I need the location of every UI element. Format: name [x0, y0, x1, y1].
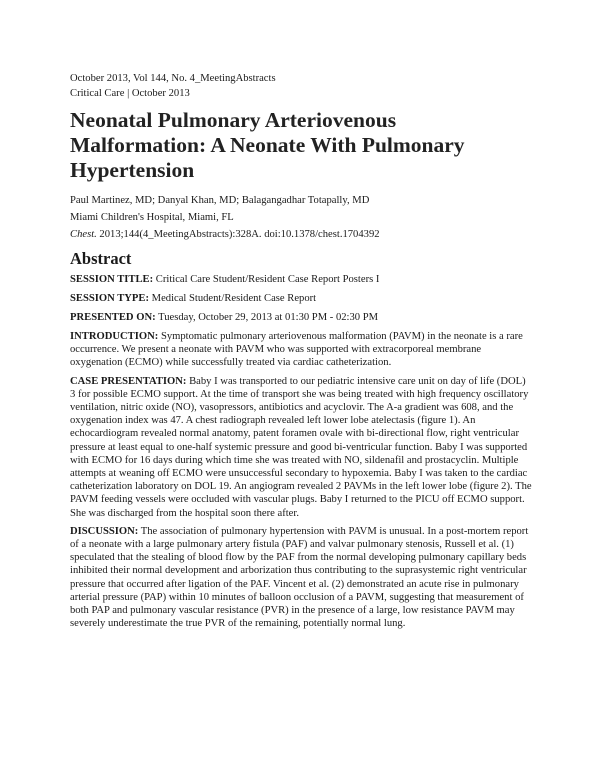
session-type-value: Medical Student/Resident Case Report — [149, 293, 317, 304]
presented-on — [70, 311, 532, 325]
article-title: Neonatal Pulmonary Arteriovenous Malformation: A Neonate With Pulmonary Hypertension — [70, 108, 465, 182]
article-page — [70, 71, 532, 635]
introduction-text: Symptomatic pulmonary arteriovenous malformation (PAVM) in the neonate is a rare occurrence. We present a neonate with PAVM who was supported with extracorporeal membrane oxygenation (ECMO) while successfully treated via cardiac catheterization. — [70, 331, 523, 369]
discussion-label: DISCUSSION: — [70, 525, 139, 537]
session-type — [70, 292, 532, 306]
session-title — [70, 273, 532, 287]
presented-on-value: Tuesday, October 29, 2013 at 01:30 PM - 02:30 PM — [155, 312, 379, 323]
case-presentation-label: CASE PRESENTATION: — [70, 375, 187, 387]
discussion-paragraph — [70, 525, 532, 631]
introduction-label: INTRODUCTION: — [70, 331, 159, 342]
authors: Paul Martinez, MD; Danyal Khan, MD; Balagangadhar Totapally, MD — [70, 195, 370, 206]
citation-journal: Chest. — [70, 229, 97, 240]
citation-details: 2013;144(4_MeetingAbstracts):328A. doi:10.1378/chest.1704392 — [96, 229, 380, 240]
issue-line: October 2013, Vol 144, No. 4_MeetingAbstracts — [70, 73, 276, 84]
case-presentation-text: Baby I was transported to our pediatric intensive care unit on day of life (DOL) 3 for possible ECMO support. At the time of transport she was being treated with high frequency oscillatory ventilation, nitric oxide (NO), vasopressors, antibiotics and acyclovir. The A-a gradient was 608, and the oxygenation index was 47. A chest radiograph revealed left lower lobe atelectasis (figure 1). An echocardiogram revealed normal anatomy, patent foramen ovale with bi-directional flow, right ventricular pressure at least equal to one-half systemic pressure and good bi-ventricular function. Baby I was supported with ECMO for 16 days during which time she was treated with NO, sildenafil and prostacyclin. Multiple attempts at weaning off ECMO were unsuccessful secondary to hypoxemia. Baby I was taken to the cardiac catheterization laboratory on DOL 19. An angiogram revealed 2 PAVMs in the left lower lobe (figure 2). The PAVM feeding vessels were occluded with vascular plugs. Baby I returned to the PICU off ECMO support. She was discharged from the hospital soon there after. — [70, 375, 532, 519]
presented-on-label: PRESENTED ON: — [70, 312, 156, 323]
discussion-text: The association of pulmonary hypertension with PAVM is unusual. In a post-mortem report of a neonate with a large pulmonary artery fistula (PAF) and valvar pulmonary stenosis, Russell et al. (1) speculated that the stealing of blood flow by the PAF from the normal developing pulmonary capillary beds inhibited their normal development and arborization thus contributing to the suprasystemic right ventricular pressure that occurred after ligation of the PAF. Vincent et al. (2) demonstrated an acute rise in pulmonary arterial pressure (PAP) within 10 minutes of balloon occlusion of a PAVM, suggesting that measurement of both PAP and pulmonary vascular resistance (PVR) in the presence of a large, low resistance PAVM may severely underestimate the true PVR of the remaining, potentially normal lung. — [70, 525, 529, 630]
session-title-value: Critical Care Student/Resident Case Report Posters I — [153, 274, 380, 285]
affiliation: Miami Children's Hospital, Miami, FL — [70, 212, 234, 223]
introduction-paragraph — [70, 330, 532, 370]
case-presentation-paragraph — [70, 375, 532, 520]
session-type-label: SESSION TYPE: — [70, 293, 149, 304]
session-title-label: SESSION TITLE: — [70, 274, 154, 285]
citation — [70, 226, 532, 243]
abstract-heading: Abstract — [70, 249, 132, 268]
journal-line: Critical Care | October 2013 — [70, 88, 190, 99]
